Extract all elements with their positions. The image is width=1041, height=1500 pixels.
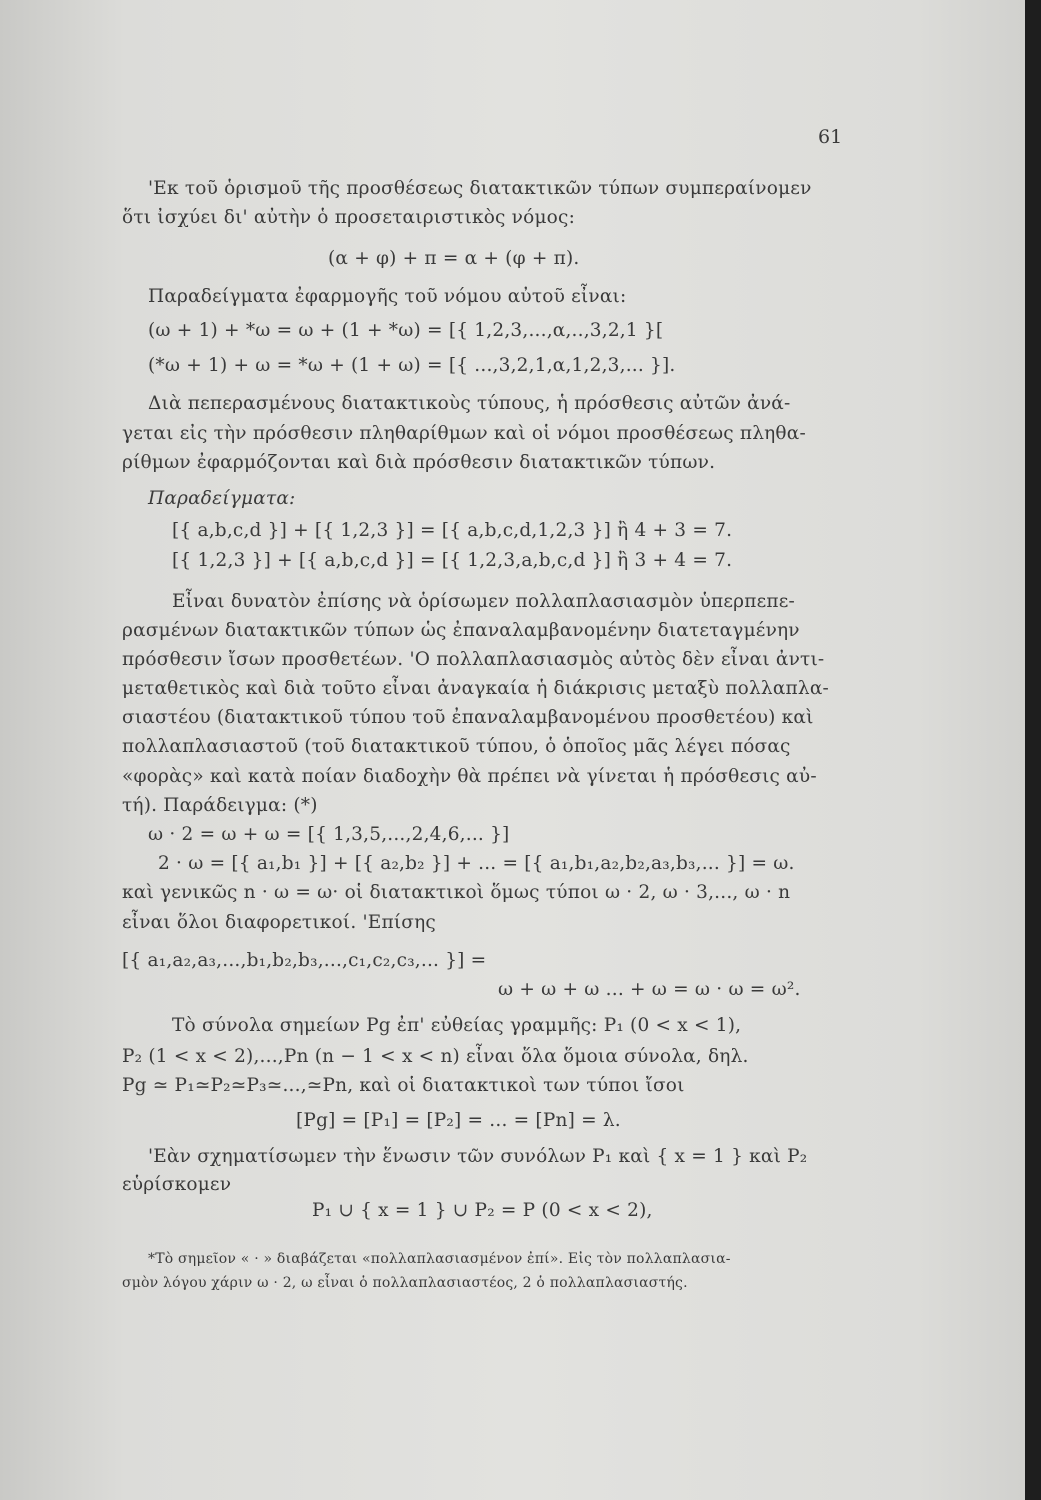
footnote-line: *Τὸ σημεῖον « · » διαβάζεται «πολλαπλασιασμένον ἐπί». Εἰς τὸν πολλαπλασια- xyxy=(148,1251,731,1267)
text-line: Παραδείγματα ἐφαρμογῆς τοῦ νόμου αὐτοῦ εἶναι: xyxy=(148,286,627,307)
text-line: Εἶναι δυνατὸν ἐπίσης νὰ ὁρίσωμεν πολλαπλασιασμὸν ὑπερπεπε- xyxy=(172,591,795,612)
formula-line: (α + φ) + π = α + (φ + π). xyxy=(328,248,580,269)
formula-line: 2 · ω = [{ a₁,b₁ }] + [{ a₂,b₂ }] + ... = [{ a₁,b₁,a₂,b₂,a₃,b₃,... }] = ω. xyxy=(158,853,795,874)
text-line: εὑρίσκομεν xyxy=(122,1174,232,1195)
formula-line: ω + ω + ω ... + ω = ω · ω = ω². xyxy=(498,979,801,1000)
text-line: καὶ γενικῶς n · ω = ω· οἱ διατακτικοὶ ὅμως τύποι ω · 2, ω · 3,..., ω · n xyxy=(122,882,791,903)
footnote-line: σμὸν λόγου χάριν ω · 2, ω εἶναι ὁ πολλαπλασιαστέος, 2 ὁ πολλαπλασιαστής. xyxy=(122,1275,688,1291)
text-line: P₂ (1 < x < 2),...,Pn (n − 1 < x < n) εἶναι ὅλα ὅμοια σύνολα, δηλ. xyxy=(122,1046,749,1067)
text-line: Διὰ πεπερασμένους διατακτικοὺς τύπους, ἡ πρόσθεσις αὐτῶν ἀνά- xyxy=(148,393,791,414)
formula-line: P₁ ∪ { x = 1 } ∪ P₂ = P (0 < x < 2), xyxy=(312,1200,653,1221)
section-heading: Παραδείγματα: xyxy=(148,488,296,509)
scan-edge xyxy=(1025,0,1041,1500)
text-line: 'Εὰν σχηματίσωμεν τὴν ἕνωσιν τῶν συνόλων P₁ καὶ { x = 1 } καὶ P₂ xyxy=(148,1146,808,1167)
text-line: «φορὰς» καὶ κατὰ ποίαν διαδοχὴν θὰ πρέπει νὰ γίνεται ἡ πρόσθεσις αὐ- xyxy=(122,766,817,787)
formula-line: [{ a₁,a₂,a₃,...,b₁,b₂,b₃,...,c₁,c₂,c₃,... }] = xyxy=(122,950,487,971)
page-number: 61 xyxy=(818,126,843,148)
text-line: πολλαπλασιαστοῦ (τοῦ διατακτικοῦ τύπου, ὁ ὁποῖος μᾶς λέγει πόσας xyxy=(122,736,791,757)
text-line: ὅτι ἰσχύει δι' αὐτὴν ὁ προσεταιριστικὸς νόμος: xyxy=(122,207,576,228)
text-line: εἶναι ὅλοι διαφορετικοί. 'Επίσης xyxy=(122,912,436,933)
text-line: μεταθετικὸς καὶ διὰ τοῦτο εἶναι ἀναγκαία ἡ διάκρισις μεταξὺ πολλαπλα- xyxy=(122,678,829,699)
text-line: γεται εἰς τὴν πρόσθεσιν πληθαρίθμων καὶ οἱ νόμοι προσθέσεως πληθα- xyxy=(122,423,806,444)
formula-line: [{ a,b,c,d }] + [{ 1,2,3 }] = [{ a,b,c,d,1,2,3 }] ἢ 4 + 3 = 7. xyxy=(172,520,733,541)
formula-line: (ω + 1) + *ω = ω + (1 + *ω) = [{ 1,2,3,...,α,..,3,2,1 }[ xyxy=(148,320,664,341)
text-line: τή). Παράδειγμα: (*) xyxy=(122,795,318,816)
text-line: ρασμένων διατακτικῶν τύπων ὡς ἐπαναλαμβανομένην διατεταγμένην xyxy=(122,620,800,641)
formula-line: [{ 1,2,3 }] + [{ a,b,c,d }] = [{ 1,2,3,a,b,c,d }] ἢ 3 + 4 = 7. xyxy=(172,550,733,571)
text-line: ρίθμων ἐφαρμόζονται καὶ διὰ πρόσθεσιν διατακτικῶν τύπων. xyxy=(122,452,716,473)
text-line: 'Εκ τοῦ ὁρισμοῦ τῆς προσθέσεως διατακτικῶν τύπων συμπεραίνομεν xyxy=(148,178,812,199)
text-line: πρόσθεσιν ἴσων προσθετέων. 'Ο πολλαπλασιασμὸς αὐτὸς δὲν εἶναι ἀντι- xyxy=(122,649,825,670)
formula-line: ω · 2 = ω + ω = [{ 1,3,5,...,2,4,6,... }] xyxy=(148,824,510,845)
text-line: Τὸ σύνολα σημείων Pg ἐπ' εὐθείας γραμμῆς: P₁ (0 < x < 1), xyxy=(172,1015,742,1036)
formula-line: [Pg] = [P₁] = [P₂] = ... = [Pn] = λ. xyxy=(296,1110,621,1131)
formula-line: (*ω + 1) + ω = *ω + (1 + ω) = [{ ...,3,2,1,α,1,2,3,... }]. xyxy=(148,355,676,376)
text-line: σιαστέου (διατακτικοῦ τύπου τοῦ ἐπαναλαμβανομένου προσθετέου) καὶ xyxy=(122,707,814,728)
text-line: Pg ≃ P₁≃P₂≃P₃≃...,≃Pn, καὶ οἱ διατακτικοὶ των τύποι ἴσοι xyxy=(122,1075,685,1096)
